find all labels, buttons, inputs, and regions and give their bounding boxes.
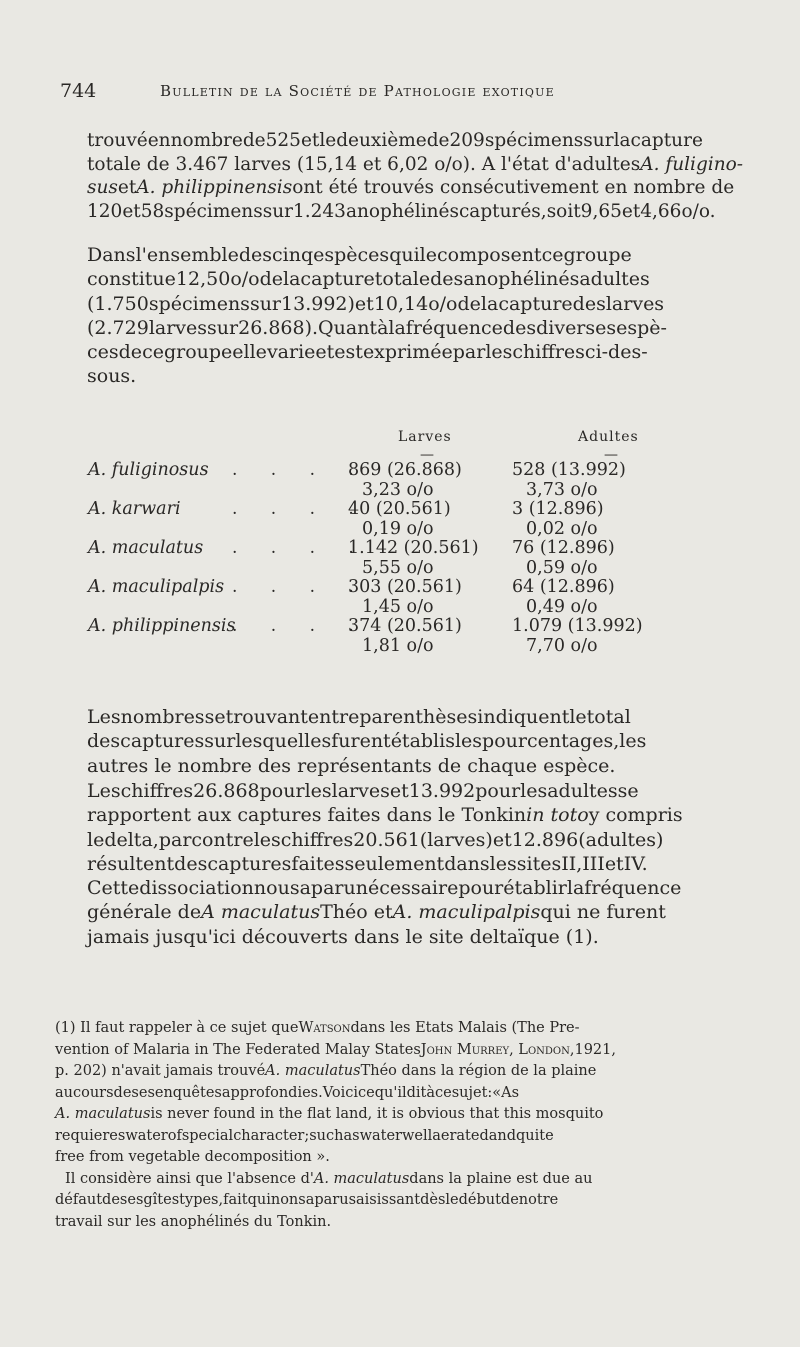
larves-cell: 1.142 (20.561) 5,55 o/o xyxy=(348,538,479,578)
adultes-cell: 76 (12.896) 0,59 o/o xyxy=(512,538,615,578)
text-line: free from vegetable decomposition ». xyxy=(55,1149,330,1165)
larves-cell: 374 (20.561) 1,81 o/o xyxy=(348,616,462,656)
text-line: Dansl'ensembledescinqespècesquilecomposentcegroupe xyxy=(87,244,632,266)
text-line: totale de 3.467 larves (15,14 et 6,02 o/o). A l'état d'adultesA. fuligino- xyxy=(87,153,744,175)
species-name: A. philippinensis xyxy=(88,616,236,636)
text-line: p. 202) n'avait jamais trouvéA. maculatusThéo dans la région de la plaine xyxy=(55,1063,597,1079)
header-dash: — xyxy=(604,447,619,463)
adultes-cell: 528 (13.992) 3,73 o/o xyxy=(512,460,626,500)
text-line: A. maculatusis never found in the flat land, it is obvious that this mosquito xyxy=(55,1106,604,1122)
text-line: rapportent aux captures faites dans le Tonkinin totoy compris xyxy=(87,804,683,827)
text-line: descapturessurlesquellesfurentétablislespourcentages,les xyxy=(87,730,647,753)
leader-dots: . . . . xyxy=(232,460,368,480)
adultes-cell: 64 (12.896) 0,49 o/o xyxy=(512,577,615,617)
species-table xyxy=(0,460,800,655)
table-row xyxy=(0,460,800,499)
text-line: autres le nombre des représentants de chaque espèce. xyxy=(87,754,616,777)
text-line: Leschiffres26.868pourleslarveset13.992pourlesadultesse xyxy=(87,780,639,802)
larves-cell: 40 (20.561) 0,19 o/o xyxy=(348,499,451,539)
text-line: 120et58spécimenssur1.243anophélinéscapturés,soit9,65et4,66o/o. xyxy=(87,200,716,222)
text-line: Cettedissociationnousaparunécessairepourétablirlafréquence xyxy=(87,877,682,900)
leader-dots: . . . . xyxy=(232,616,368,636)
page-header xyxy=(60,80,740,108)
species-name: A. fuliginosus xyxy=(88,460,209,480)
footnote-2 xyxy=(55,1169,705,1234)
text-line: ledelta,parcontreleschiffres20.561(larves)et12.896(adultes) xyxy=(87,828,664,851)
text-line: cesdecegroupeellevarieetestexpriméeparleschiffresci-des- xyxy=(87,341,648,364)
table-row xyxy=(0,538,800,577)
text-line: jamais jusqu'ici découverts dans le site deltaïque (1). xyxy=(87,925,599,948)
text-line: aucoursdesesenquêtesapprofondies.Voicicequ'ilditàcesujet:«As xyxy=(55,1084,520,1101)
larves-cell: 303 (20.561) 1,45 o/o xyxy=(348,577,462,617)
text-line: travail sur les anophélinés du Tonkin. xyxy=(55,1213,332,1230)
larves-cell: 869 (26.868) 3,23 o/o xyxy=(348,460,462,500)
footnote-1 xyxy=(55,1018,705,1169)
text-line: Lesnombressetrouvantentreparenthèsesindiquentletotal xyxy=(87,706,631,728)
text-line: sous. xyxy=(87,365,137,388)
paragraph-2 xyxy=(87,243,701,389)
leader-dots: . . . . xyxy=(232,577,368,597)
paragraph-1 xyxy=(87,129,744,223)
species-name: A. maculatus xyxy=(88,538,204,558)
table-row xyxy=(0,577,800,616)
species-name: A. karwari xyxy=(88,499,181,519)
text-line: défautdesesgîtestypes,faitquinonsaparusaisissantdèsledébutdenotre xyxy=(55,1192,559,1208)
text-line: vention of Malaria in The Federated Malay StatesJohn Murrey, London,1921, xyxy=(55,1041,616,1058)
column-header-adultes: Adultes xyxy=(578,429,639,445)
adultes-cell: 3 (12.896) 0,02 o/o xyxy=(512,499,604,539)
paragraph-3 xyxy=(87,705,701,778)
text-line: requiereswaterofspecialcharacter;suchaswaterwellaeratedandquite xyxy=(55,1127,554,1144)
text-line: (1.750spécimenssur13.992)et10,14o/odelacapturedeslarves xyxy=(87,292,665,315)
text-line: susetA. philippinensisont été trouvés consécutivement en nombre de xyxy=(87,177,735,198)
column-header-larves: Larves xyxy=(398,429,452,445)
species-name: A. maculipalpis xyxy=(88,577,225,597)
text-line: (2.729larvessur26.868).Quantàlafréquencedesdiversesespè- xyxy=(87,316,667,339)
text-line: générale deA maculatusThéo etA. maculipalpisqui ne furent xyxy=(87,901,666,924)
leader-dots: . . . . xyxy=(232,538,368,558)
header-dash: — xyxy=(420,447,435,463)
text-line: (1) Il faut rappeler à ce sujet queWatsondans les Etats Malais (The Pre- xyxy=(55,1020,580,1036)
footnotes xyxy=(55,1018,705,1233)
page-number: 744 xyxy=(60,80,97,102)
running-title: Bulletin de la Société de Pathologie exotique xyxy=(160,82,555,100)
table-row xyxy=(0,616,800,655)
table-row xyxy=(0,499,800,538)
text-line: trouvéennombrede525etledeuxièmede209spécimenssurlacapture xyxy=(87,130,703,151)
adultes-cell: 1.079 (13.992) 7,70 o/o xyxy=(512,616,643,656)
paragraph-4 xyxy=(87,779,701,949)
text-line: constitue12,50o/odelacapturetotaledesanophélinésadultes xyxy=(87,268,650,291)
text-line: Il considère ainsi que l'absence d'A. maculatusdans la plaine est due au xyxy=(65,1170,593,1187)
text-line: résultentdescapturesfaitesseulementdanslessitesII,IIIetIV. xyxy=(87,852,648,875)
leader-dots: . . . . xyxy=(232,499,368,519)
